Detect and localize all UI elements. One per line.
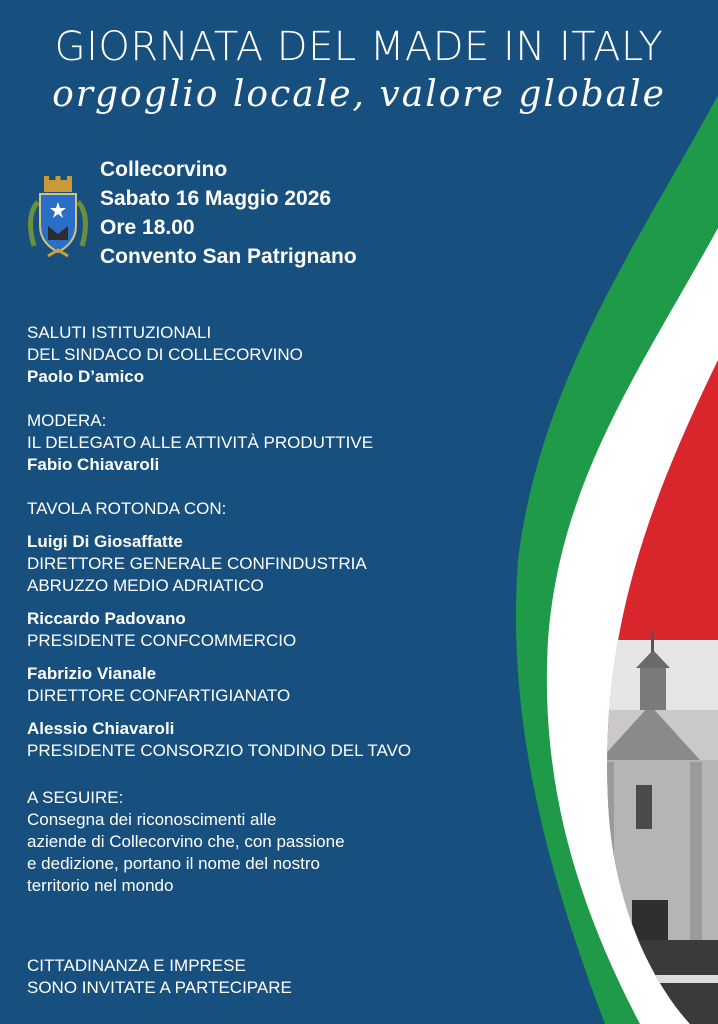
follow-heading: A SEGUIRE: <box>27 788 124 807</box>
event-details <box>100 155 357 271</box>
speaker-name: Riccardo Padovano <box>27 609 186 628</box>
greetings-line1: SALUTI ISTITUZIONALI <box>27 323 212 342</box>
speaker-role: DIRETTORE CONFARTIGIANATO <box>27 686 291 705</box>
event-town: Collecorvino <box>100 158 228 181</box>
speaker-name: Fabrizio Vianale <box>27 664 157 683</box>
invite-block <box>27 955 497 999</box>
invite-line2: SONO INVITATE A PARTECIPARE <box>27 978 292 997</box>
speaker-item <box>27 531 497 597</box>
greetings-line2: DEL SINDACO DI COLLECORVINO <box>27 345 303 364</box>
moderator-name: Fabio Chiavaroli <box>27 455 160 474</box>
follow-text-line: territorio nel mondo <box>27 876 174 895</box>
municipal-crest-icon <box>26 176 90 262</box>
follow-block <box>27 787 497 897</box>
speaker-item <box>27 608 497 652</box>
event-date: Sabato 16 Maggio 2026 <box>100 187 332 210</box>
speaker-role: DIRETTORE GENERALE CONFINDUSTRIA <box>27 554 367 573</box>
follow-text-line: aziende di Collecorvino che, con passione <box>27 832 345 851</box>
greetings-block <box>27 322 497 388</box>
speaker-item <box>27 663 497 707</box>
moderator-line2: IL DELEGATO ALLE ATTIVITÀ PRODUTTIVE <box>27 433 374 452</box>
event-venue: Convento San Patrignano <box>100 245 357 268</box>
invite-line1: CITTADINANZA E IMPRESE <box>27 956 246 975</box>
mayor-name: Paolo D’amico <box>27 367 145 386</box>
speaker-role: ABRUZZO MEDIO ADRIATICO <box>27 576 264 595</box>
moderator-block <box>27 410 497 476</box>
speaker-name: Alessio Chiavaroli <box>27 719 175 738</box>
moderator-line1: MODERA: <box>27 411 107 430</box>
speaker-role: PRESIDENTE CONFCOMMERCIO <box>27 631 297 650</box>
speaker-name: Luigi Di Giosaffatte <box>27 532 183 551</box>
speaker-item <box>27 718 497 762</box>
follow-text-line: e dedizione, portano il nome del nostro <box>27 854 320 873</box>
event-time: Ore 18.00 <box>100 216 195 239</box>
page-subtitle: orgoglio locale, valore globale <box>52 74 666 115</box>
speaker-role: PRESIDENTE CONSORZIO TONDINO DEL TAVO <box>27 741 412 760</box>
program <box>27 322 497 773</box>
follow-text-line: Consegna dei riconoscimenti alle <box>27 810 277 829</box>
roundtable-heading: TAVOLA ROTONDA CON: <box>27 499 227 518</box>
page-title: GIORNATA DEL MADE IN ITALY <box>54 24 664 70</box>
